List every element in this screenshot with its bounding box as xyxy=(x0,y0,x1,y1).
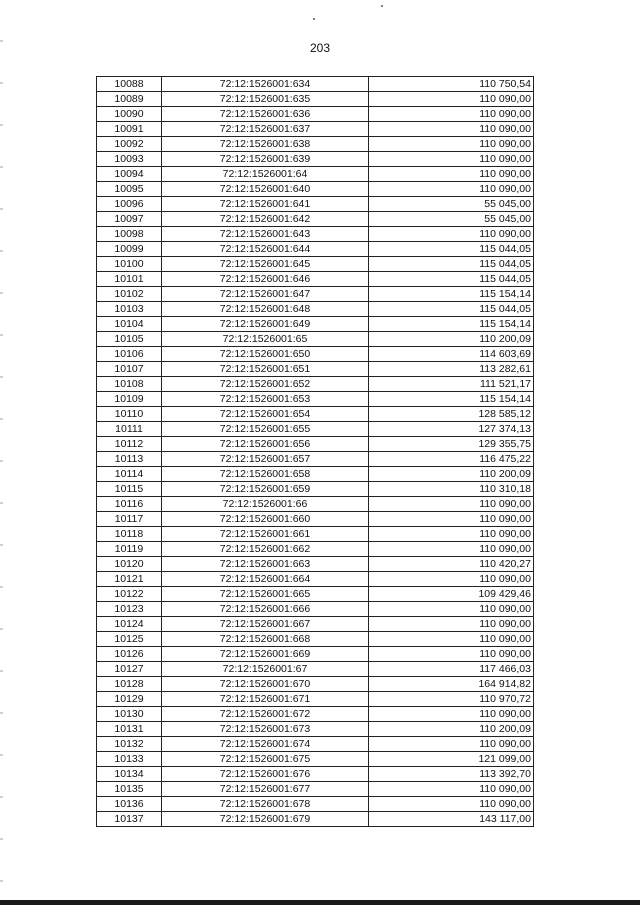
row-number-cell: 10097 xyxy=(97,212,162,227)
cadastral-number-cell: 72:12:1526001:663 xyxy=(162,557,369,572)
row-number-cell: 10122 xyxy=(97,587,162,602)
row-number-cell: 10088 xyxy=(97,77,162,92)
cadastral-value-cell: 115 044,05 xyxy=(369,272,534,287)
cadastral-value-cell: 110 090,00 xyxy=(369,707,534,722)
table-row xyxy=(97,287,534,302)
row-number-cell: 10123 xyxy=(97,602,162,617)
cadastral-number-cell: 72:12:1526001:645 xyxy=(162,257,369,272)
row-number-cell: 10091 xyxy=(97,122,162,137)
row-number-cell: 10131 xyxy=(97,722,162,737)
row-number-cell: 10118 xyxy=(97,527,162,542)
cadastral-number-cell: 72:12:1526001:673 xyxy=(162,722,369,737)
row-number-cell: 10094 xyxy=(97,167,162,182)
cadastral-value-cell: 110 090,00 xyxy=(369,92,534,107)
table-row xyxy=(97,497,534,512)
row-number-cell: 10120 xyxy=(97,557,162,572)
cadastral-number-cell: 72:12:1526001:656 xyxy=(162,437,369,452)
cadastral-number-cell: 72:12:1526001:641 xyxy=(162,197,369,212)
row-number-cell: 10102 xyxy=(97,287,162,302)
cadastral-number-cell: 72:12:1526001:635 xyxy=(162,92,369,107)
cadastral-value-cell: 110 200,09 xyxy=(369,722,534,737)
cadastral-number-cell: 72:12:1526001:667 xyxy=(162,617,369,632)
cadastral-value-cell: 110 310,18 xyxy=(369,482,534,497)
row-number-cell: 10124 xyxy=(97,617,162,632)
table-row xyxy=(97,692,534,707)
table-body xyxy=(97,77,534,827)
cadastral-number-cell: 72:12:1526001:642 xyxy=(162,212,369,227)
cadastral-value-cell: 110 970,72 xyxy=(369,692,534,707)
cadastral-value-cell: 110 750,54 xyxy=(369,77,534,92)
table-row xyxy=(97,212,534,227)
row-number-cell: 10104 xyxy=(97,317,162,332)
row-number-cell: 10135 xyxy=(97,782,162,797)
table-row xyxy=(97,542,534,557)
row-number-cell: 10127 xyxy=(97,662,162,677)
table-row xyxy=(97,557,534,572)
cadastral-number-cell: 72:12:1526001:658 xyxy=(162,467,369,482)
row-number-cell: 10133 xyxy=(97,752,162,767)
cadastral-number-cell: 72:12:1526001:678 xyxy=(162,797,369,812)
cadastral-number-cell: 72:12:1526001:648 xyxy=(162,302,369,317)
row-number-cell: 10107 xyxy=(97,362,162,377)
table-row xyxy=(97,797,534,812)
cadastral-value-cell: 55 045,00 xyxy=(369,197,534,212)
row-number-cell: 10130 xyxy=(97,707,162,722)
cadastral-value-cell: 115 044,05 xyxy=(369,242,534,257)
cadastral-value-cell: 110 420,27 xyxy=(369,557,534,572)
table-row xyxy=(97,332,534,347)
cadastral-value-cell: 110 090,00 xyxy=(369,512,534,527)
cadastral-value-cell: 115 154,14 xyxy=(369,392,534,407)
cadastral-value-table-container xyxy=(96,76,530,827)
cadastral-number-cell: 72:12:1526001:652 xyxy=(162,377,369,392)
cadastral-number-cell: 72:12:1526001:637 xyxy=(162,122,369,137)
row-number-cell: 10119 xyxy=(97,542,162,557)
cadastral-value-cell: 143 117,00 xyxy=(369,812,534,827)
cadastral-number-cell: 72:12:1526001:672 xyxy=(162,707,369,722)
row-number-cell: 10112 xyxy=(97,437,162,452)
cadastral-number-cell: 72:12:1526001:660 xyxy=(162,512,369,527)
cadastral-number-cell: 72:12:1526001:661 xyxy=(162,527,369,542)
cadastral-number-cell: 72:12:1526001:634 xyxy=(162,77,369,92)
table-row xyxy=(97,812,534,827)
scan-edge-marks xyxy=(0,0,3,905)
cadastral-value-cell: 117 466,03 xyxy=(369,662,534,677)
cadastral-value-cell: 110 090,00 xyxy=(369,152,534,167)
row-number-cell: 10098 xyxy=(97,227,162,242)
cadastral-number-cell: 72:12:1526001:674 xyxy=(162,737,369,752)
row-number-cell: 10100 xyxy=(97,257,162,272)
row-number-cell: 10121 xyxy=(97,572,162,587)
table-row xyxy=(97,347,534,362)
row-number-cell: 10106 xyxy=(97,347,162,362)
cadastral-value-cell: 114 603,69 xyxy=(369,347,534,362)
cadastral-value-cell: 121 099,00 xyxy=(369,752,534,767)
table-row xyxy=(97,227,534,242)
table-row xyxy=(97,422,534,437)
row-number-cell: 10105 xyxy=(97,332,162,347)
cadastral-value-cell: 111 521,17 xyxy=(369,377,534,392)
cadastral-number-cell: 72:12:1526001:639 xyxy=(162,152,369,167)
scan-speck xyxy=(313,18,315,20)
cadastral-value-cell: 113 282,61 xyxy=(369,362,534,377)
cadastral-value-cell: 110 090,00 xyxy=(369,137,534,152)
cadastral-value-cell: 115 154,14 xyxy=(369,287,534,302)
table-row xyxy=(97,737,534,752)
cadastral-value-cell: 110 200,09 xyxy=(369,332,534,347)
cadastral-value-cell: 127 374,13 xyxy=(369,422,534,437)
row-number-cell: 10137 xyxy=(97,812,162,827)
table-row xyxy=(97,752,534,767)
cadastral-value-cell: 115 044,05 xyxy=(369,257,534,272)
row-number-cell: 10125 xyxy=(97,632,162,647)
cadastral-value-cell: 110 090,00 xyxy=(369,737,534,752)
cadastral-number-cell: 72:12:1526001:668 xyxy=(162,632,369,647)
cadastral-number-cell: 72:12:1526001:670 xyxy=(162,677,369,692)
scan-speck xyxy=(381,5,383,7)
cadastral-number-cell: 72:12:1526001:677 xyxy=(162,782,369,797)
cadastral-number-cell: 72:12:1526001:676 xyxy=(162,767,369,782)
table-row xyxy=(97,272,534,287)
table-row xyxy=(97,407,534,422)
row-number-cell: 10129 xyxy=(97,692,162,707)
table-row xyxy=(97,167,534,182)
cadastral-value-cell: 110 090,00 xyxy=(369,632,534,647)
table-row xyxy=(97,452,534,467)
cadastral-number-cell: 72:12:1526001:640 xyxy=(162,182,369,197)
cadastral-value-cell: 109 429,46 xyxy=(369,587,534,602)
cadastral-value-cell: 110 090,00 xyxy=(369,797,534,812)
cadastral-number-cell: 72:12:1526001:671 xyxy=(162,692,369,707)
table-row xyxy=(97,767,534,782)
table-row xyxy=(97,437,534,452)
row-number-cell: 10110 xyxy=(97,407,162,422)
row-number-cell: 10136 xyxy=(97,797,162,812)
table-row xyxy=(97,602,534,617)
table-row xyxy=(97,527,534,542)
cadastral-value-cell: 116 475,22 xyxy=(369,452,534,467)
cadastral-number-cell: 72:12:1526001:653 xyxy=(162,392,369,407)
table-row xyxy=(97,197,534,212)
cadastral-number-cell: 72:12:1526001:65 xyxy=(162,332,369,347)
row-number-cell: 10090 xyxy=(97,107,162,122)
row-number-cell: 10109 xyxy=(97,392,162,407)
cadastral-value-cell: 110 090,00 xyxy=(369,182,534,197)
cadastral-number-cell: 72:12:1526001:636 xyxy=(162,107,369,122)
table-row xyxy=(97,722,534,737)
table-row xyxy=(97,137,534,152)
row-number-cell: 10111 xyxy=(97,422,162,437)
cadastral-value-cell: 110 090,00 xyxy=(369,782,534,797)
cadastral-number-cell: 72:12:1526001:664 xyxy=(162,572,369,587)
cadastral-number-cell: 72:12:1526001:665 xyxy=(162,587,369,602)
table-row xyxy=(97,77,534,92)
table-row xyxy=(97,572,534,587)
cadastral-number-cell: 72:12:1526001:669 xyxy=(162,647,369,662)
cadastral-value-cell: 115 154,14 xyxy=(369,317,534,332)
table-row xyxy=(97,707,534,722)
row-number-cell: 10092 xyxy=(97,137,162,152)
cadastral-number-cell: 72:12:1526001:662 xyxy=(162,542,369,557)
table-row xyxy=(97,242,534,257)
row-number-cell: 10101 xyxy=(97,272,162,287)
row-number-cell: 10093 xyxy=(97,152,162,167)
row-number-cell: 10114 xyxy=(97,467,162,482)
table-row xyxy=(97,107,534,122)
row-number-cell: 10134 xyxy=(97,767,162,782)
cadastral-value-cell: 110 090,00 xyxy=(369,227,534,242)
cadastral-value-cell: 110 090,00 xyxy=(369,617,534,632)
cadastral-value-cell: 110 200,09 xyxy=(369,467,534,482)
cadastral-number-cell: 72:12:1526001:657 xyxy=(162,452,369,467)
cadastral-value-cell: 128 585,12 xyxy=(369,407,534,422)
table-row xyxy=(97,512,534,527)
row-number-cell: 10099 xyxy=(97,242,162,257)
cadastral-value-table xyxy=(96,76,534,827)
table-row xyxy=(97,182,534,197)
cadastral-number-cell: 72:12:1526001:647 xyxy=(162,287,369,302)
cadastral-value-cell: 110 090,00 xyxy=(369,167,534,182)
cadastral-number-cell: 72:12:1526001:654 xyxy=(162,407,369,422)
table-row xyxy=(97,677,534,692)
cadastral-value-cell: 115 044,05 xyxy=(369,302,534,317)
table-row xyxy=(97,377,534,392)
table-row xyxy=(97,782,534,797)
cadastral-number-cell: 72:12:1526001:659 xyxy=(162,482,369,497)
cadastral-number-cell: 72:12:1526001:650 xyxy=(162,347,369,362)
row-number-cell: 10126 xyxy=(97,647,162,662)
cadastral-value-cell: 110 090,00 xyxy=(369,497,534,512)
cadastral-number-cell: 72:12:1526001:679 xyxy=(162,812,369,827)
table-row xyxy=(97,302,534,317)
row-number-cell: 10113 xyxy=(97,452,162,467)
cadastral-value-cell: 129 355,75 xyxy=(369,437,534,452)
table-row xyxy=(97,647,534,662)
cadastral-value-cell: 164 914,82 xyxy=(369,677,534,692)
table-row xyxy=(97,467,534,482)
row-number-cell: 10103 xyxy=(97,302,162,317)
cadastral-value-cell: 113 392,70 xyxy=(369,767,534,782)
table-row xyxy=(97,617,534,632)
table-row xyxy=(97,152,534,167)
row-number-cell: 10116 xyxy=(97,497,162,512)
cadastral-number-cell: 72:12:1526001:675 xyxy=(162,752,369,767)
table-row xyxy=(97,122,534,137)
cadastral-value-cell: 110 090,00 xyxy=(369,122,534,137)
cadastral-number-cell: 72:12:1526001:66 xyxy=(162,497,369,512)
row-number-cell: 10089 xyxy=(97,92,162,107)
cadastral-number-cell: 72:12:1526001:649 xyxy=(162,317,369,332)
row-number-cell: 10132 xyxy=(97,737,162,752)
row-number-cell: 10128 xyxy=(97,677,162,692)
cadastral-value-cell: 110 090,00 xyxy=(369,647,534,662)
row-number-cell: 10115 xyxy=(97,482,162,497)
cadastral-value-cell: 110 090,00 xyxy=(369,107,534,122)
cadastral-number-cell: 72:12:1526001:643 xyxy=(162,227,369,242)
table-row xyxy=(97,632,534,647)
cadastral-number-cell: 72:12:1526001:646 xyxy=(162,272,369,287)
cadastral-value-cell: 110 090,00 xyxy=(369,527,534,542)
table-row xyxy=(97,482,534,497)
table-row xyxy=(97,317,534,332)
cadastral-number-cell: 72:12:1526001:644 xyxy=(162,242,369,257)
scan-bottom-edge xyxy=(0,900,640,905)
cadastral-number-cell: 72:12:1526001:64 xyxy=(162,167,369,182)
table-row xyxy=(97,662,534,677)
row-number-cell: 10096 xyxy=(97,197,162,212)
table-row xyxy=(97,362,534,377)
cadastral-value-cell: 110 090,00 xyxy=(369,602,534,617)
page-number: 203 xyxy=(309,41,331,55)
table-row xyxy=(97,587,534,602)
row-number-cell: 10108 xyxy=(97,377,162,392)
table-row xyxy=(97,92,534,107)
row-number-cell: 10117 xyxy=(97,512,162,527)
cadastral-number-cell: 72:12:1526001:666 xyxy=(162,602,369,617)
cadastral-value-cell: 55 045,00 xyxy=(369,212,534,227)
cadastral-number-cell: 72:12:1526001:651 xyxy=(162,362,369,377)
cadastral-number-cell: 72:12:1526001:638 xyxy=(162,137,369,152)
cadastral-number-cell: 72:12:1526001:655 xyxy=(162,422,369,437)
cadastral-number-cell: 72:12:1526001:67 xyxy=(162,662,369,677)
cadastral-value-cell: 110 090,00 xyxy=(369,572,534,587)
table-row xyxy=(97,392,534,407)
cadastral-value-cell: 110 090,00 xyxy=(369,542,534,557)
row-number-cell: 10095 xyxy=(97,182,162,197)
table-row xyxy=(97,257,534,272)
